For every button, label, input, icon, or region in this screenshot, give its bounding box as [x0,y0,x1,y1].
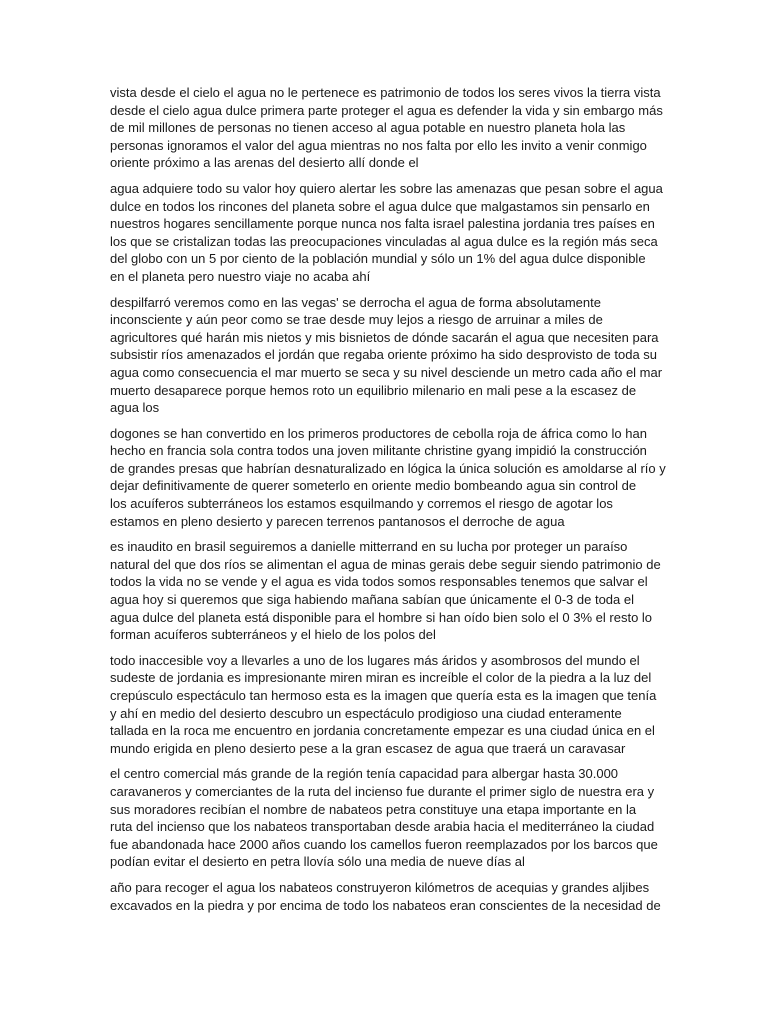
text-line: caravaneros y comerciantes de la ruta del incienso fue durante el primer siglo de nuestra era y [110,783,655,799]
text-line: excavados en la piedra y por encima de todo los nabateos eran conscientes de la necesidad de [110,897,661,913]
text-line: agua como consecuencia el mar muerto se seca y su nivel desciende un metro cada año el mar [110,364,663,380]
text-line: de grandes presas que habrían desnaturalizado en lógica la única solución es amoldarse al río y [110,460,666,476]
text-line: en el planeta pero nuestro viaje no acaba ahí [110,268,371,284]
text-line: forman acuíferos subterráneos y el hielo de los polos del [110,627,436,643]
document-page [110,84,666,922]
paragraph-3 [110,294,662,417]
text-line: el centro comercial más grande de la región tenía capacidad para albergar hasta 30.000 [110,766,619,782]
text-line: subsistir ríos amenazados el jordán que regaba oriente próximo ha sido desprovisto de toda su [110,347,658,363]
paragraph-6 [110,652,662,758]
text-line: agua adquiere todo su valor hoy quiero alertar les sobre las amenazas que pesan sobre el agua [110,180,663,196]
text-line: y ahí en medio del desierto descubro un espectáculo prodigioso una ciudad enteramente [110,705,622,721]
text-line: hecho en francia sola contra todos una joven militante christine gyang impidió la construcción [110,443,647,459]
text-line: todo inaccesible voy a llevarles a uno de los lugares más áridos y asombrosos del mundo el [110,652,640,668]
text-line: desde el cielo agua dulce primera parte proteger el agua es defender la vida y sin embargo más [110,102,663,118]
text-line: ruta del incienso que los nabateos transportaban desde arabia hacia el mediterráneo la ciudad [110,819,655,835]
paragraph-5 [110,538,662,644]
paragraph-8 [110,879,662,914]
text-line: inconsciente y aún peor como se trae desde muy lejos a riesgo de arruinar a miles de [110,312,603,328]
text-line: mundo erigida en pleno desierto pese a la gran escasez de agua que traerá un caravasar [110,740,626,756]
text-line: oriente próximo a las arenas del desierto allí donde el [110,155,419,171]
text-line: sus moradores recibían el nombre de nabateos petra constituye una etapa importante en la [110,801,637,817]
text-line: muerto desaparece porque hemos roto un equilibrio milenario en mali pese a la escasez de [110,382,637,398]
text-line: agua dulce del planeta está disponible para el hombre si han oído bien solo el 0 3% el resto lo [110,609,653,625]
text-line: podían evitar el desierto en petra llovía sólo una media de nueve días al [110,854,525,870]
text-line: sudeste de jordania es impresionante miren miran es increíble el color de la piedra a la luz del [110,670,652,686]
paragraph-1 [110,84,662,172]
text-line: despilfarró veremos como en las vegas' se derrocha el agua de forma absolutamente [110,294,601,310]
text-line: dulce en todos los rincones del planeta sobre el agua dulce que malgastamos sin pensarlo en [110,198,650,214]
text-line: los que se cristalizan todas las preocupaciones vinculadas al agua dulce es la región más seca [110,233,658,249]
text-line: estamos en pleno desierto y parecen terrenos pantanosos el derroche de agua [110,513,565,529]
text-line: crepúsculo espectáculo tan hermoso esta es la imagen que quería esta es la imagen que tenía [110,688,657,703]
text-line: agua hoy si queremos que siga habiendo mañana sabían que únicamente el 0-3 de toda el [110,592,634,608]
text-line: año para recoger el agua los nabateos construyeron kilómetros de acequias y grandes aljibes [110,879,650,895]
text-line: dogones se han convertido en los primeros productores de cebolla roja de áfrica como lo han [110,425,647,441]
text-line: natural del que dos ríos se alimentan el agua de minas gerais debe seguir siendo patrimonio de [110,556,661,572]
text-line: agua los [110,400,160,416]
text-line: fue abandonada hace 2000 años cuando los camellos fueron reemplazados por los barcos que [110,836,658,852]
text-line: todos la vida no se vende y el agua es vida todos somos responsables tenemos que salvar el [110,574,648,590]
text-line: del globo con un 5 por ciento de la población mundial y sólo un 1% del agua dulce disponible [110,251,646,267]
text-line: agricultores qué harán mis nietos y mis bisnietos de dónde sacarán el agua que necesiten para [110,329,659,345]
paragraph-7 [110,765,662,871]
text-line: los acuíferos subterráneos los estamos esquilmando y corremos el riesgo de agotar los [110,496,613,512]
text-line: dejar definitivamente de querer someterlo en oriente medio bombeando agua sin control de [110,478,637,494]
paragraph-2 [110,180,662,286]
text-line: tallada en la roca me encuentro en jordania concretamente empezar es una ciudad única en el [110,723,655,739]
paragraph-4 [110,425,666,531]
text-line: personas ignoramos el valor del agua mientras no nos falta por ello les invito a venir conmigo [110,137,647,153]
text-line: nuestros hogares sencillamente porque nunca nos falta israel palestina jordania tres países en [110,216,655,232]
text-line: vista desde el cielo el agua no le pertenece es patrimonio de todos los seres vivos la tierra vista [110,85,661,100]
text-line: de mil millones de personas no tienen acceso al agua potable en nuestro planeta hola las [110,120,626,136]
text-line: es inaudito en brasil seguiremos a danielle mitterrand en su lucha por proteger un paraíso [110,539,628,555]
